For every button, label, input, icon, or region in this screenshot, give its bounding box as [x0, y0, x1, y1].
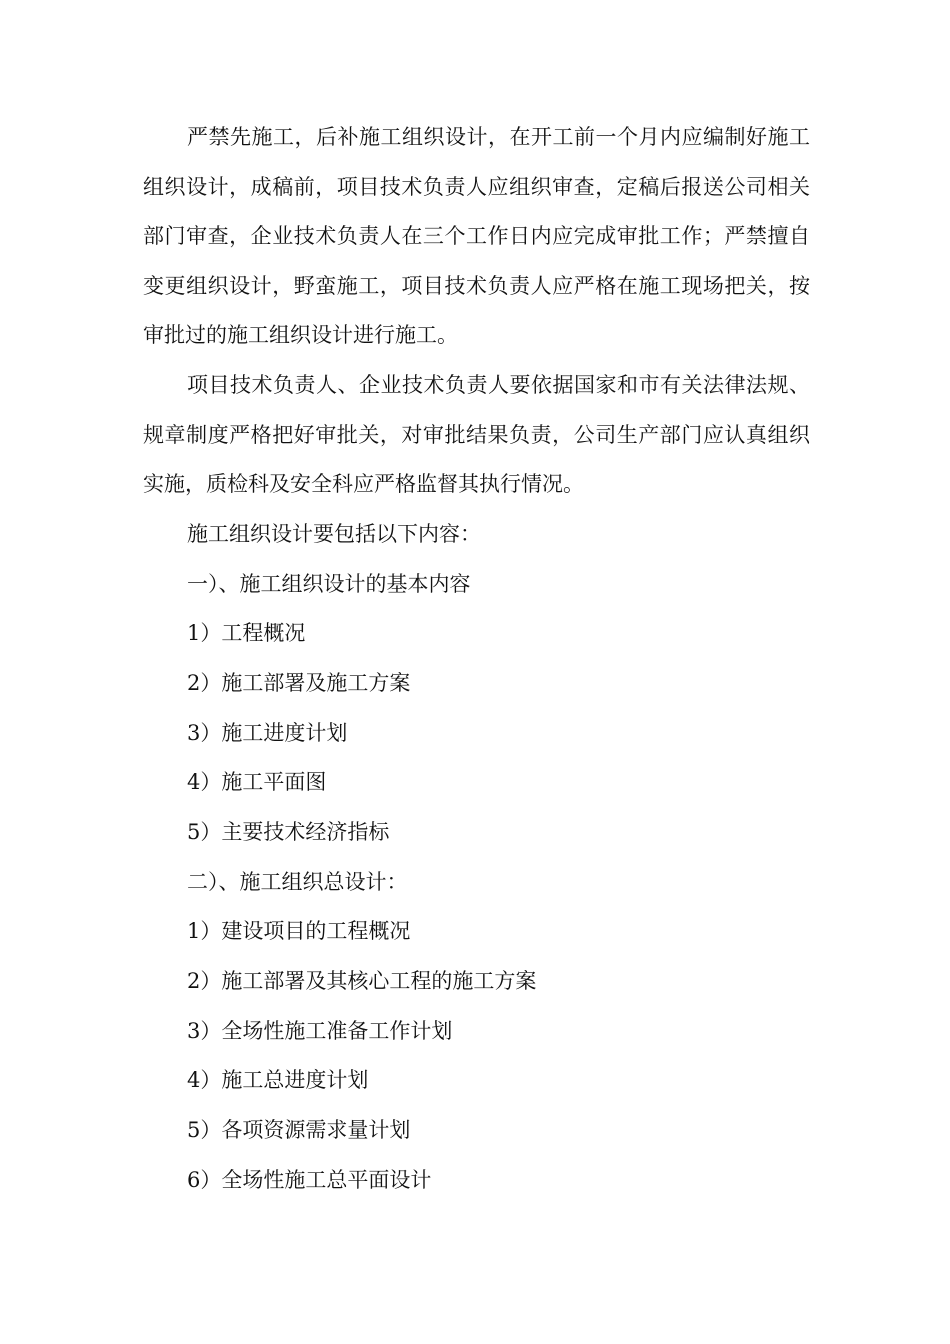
list-item: 2）施工部署及其核心工程的施工方案 — [187, 969, 537, 993]
section-heading-general-design: 二）、施工组织总设计： — [187, 870, 408, 894]
paragraph-responsibility: 项目技术负责人、企业技术负责人要依据国家和市有关法律法规、规章制度严格把好审批关，对审批结果负责，公司生产部门应认真组织实施，质检科及安全科应严格监督其执行情况。 — [143, 373, 810, 496]
list-item: 4）施工总进度计划 — [187, 1068, 369, 1092]
list-item: 6）全场性施工总平面设计 — [187, 1168, 432, 1192]
list-item: 5）主要技术经济指标 — [187, 820, 390, 844]
list-item: 5）各项资源需求量计划 — [187, 1118, 411, 1142]
list-item: 3）施工进度计划 — [187, 721, 348, 745]
list-item: 3）全场性施工准备工作计划 — [187, 1019, 453, 1043]
list-item: 2）施工部署及施工方案 — [187, 671, 411, 695]
paragraph-approval-rules: 严禁先施工，后补施工组织设计，在开工前一个月内应编制好施工组织设计，成稿前，项目技术负责人应组织审查，定稿后报送公司相关部门审查，企业技术负责人在三个工作日内应完成审批工作；严禁擅自变更组织设计，野蛮施工，项目技术负责人应严格在施工现场把关，按审批过的施工组织设计进行施工。 — [143, 125, 810, 347]
list-item: 4）施工平面图 — [187, 770, 327, 794]
section-heading-basic-content: 一）、施工组织设计的基本内容 — [187, 572, 471, 596]
list-item: 1）工程概况 — [187, 621, 306, 645]
list-item: 1）建设项目的工程概况 — [187, 919, 411, 943]
intro-line: 施工组织设计要包括以下内容： — [187, 522, 481, 546]
